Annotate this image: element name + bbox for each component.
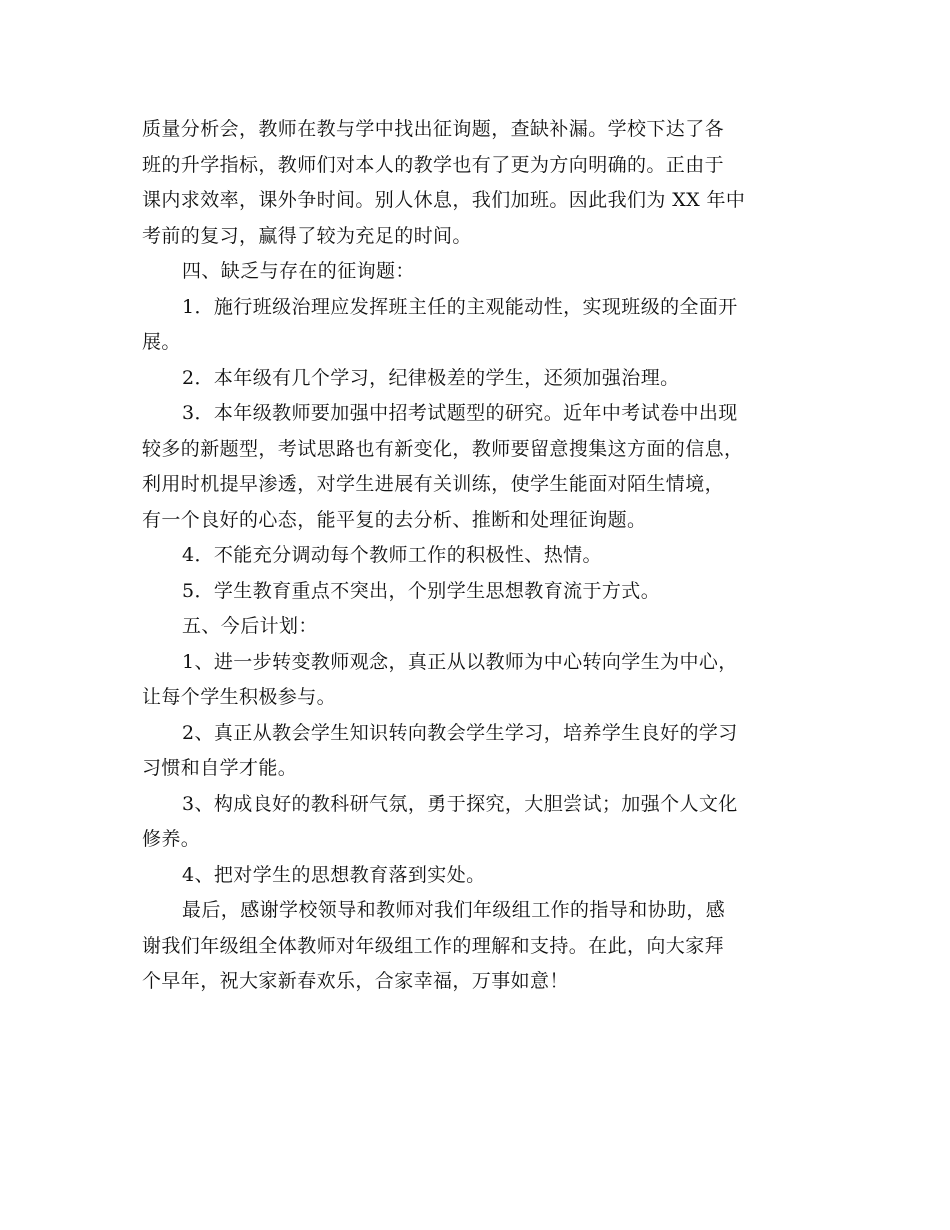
- text-line: 个早年，祝大家新春欢乐，合家幸福，万事如意！: [142, 970, 569, 992]
- text-line: 谢我们年级组全体教师对年级组工作的理解和支持。在此，向大家拜: [142, 934, 725, 957]
- text-line: 习惯和自学才能。: [142, 757, 298, 779]
- text-line: 质量分析会，教师在教与学中找出征询题，查缺补漏。学校下达了各: [142, 118, 725, 140]
- text-line: 修养。: [142, 828, 201, 850]
- text-line: 四、缺乏与存在的征询题：: [182, 260, 415, 282]
- text-line: 课内求效率，课外争时间。别人休息，我们加班。因此我们为 XX 年中: [142, 189, 746, 211]
- text-line: 较多的新题型，考试思路也有新变化，教师要留意搜集这方面的信息，: [142, 437, 744, 460]
- text-line: 有一个良好的心态，能平复的去分析、推断和处理征询题。: [142, 508, 647, 531]
- text-line: 利用时机提早渗透，对学生进展有关训练，使学生能面对陌生情境，: [142, 473, 725, 495]
- text-line: 2．本年级有几个学习，纪律极差的学生，还须加强治理。: [182, 366, 680, 389]
- text-line: 3、构成良好的教科研气氛，勇于探究，大胆尝试；加强个人文化: [182, 792, 738, 815]
- text-line: 让每个学生积极参与。: [142, 686, 337, 708]
- text-line: 考前的复习，赢得了较为充足的时间。: [142, 224, 472, 247]
- text-line: 5．学生教育重点不突出，个别学生思想教育流于方式。: [182, 579, 661, 602]
- text-line: 4、把对学生的思想教育落到实处。: [182, 863, 486, 886]
- document-body: [142, 112, 832, 1000]
- text-line: 五、今后计划：: [182, 615, 318, 637]
- text-line: 3．本年级教师要加强中招考试题型的研究。近年中考试卷中出现: [182, 402, 738, 424]
- text-line: 班的升学指标，教师们对本人的教学也有了更为方向明确的。正由于: [142, 153, 725, 176]
- text-line: 展。: [142, 331, 181, 353]
- text-line: 1、进一步转变教师观念，真正从以教师为中心转向学生为中心，: [182, 650, 738, 673]
- text-line: 1．施行班级治理应发挥班主任的主观能动性，实现班级的全面开: [182, 295, 738, 318]
- text-line: 4．不能充分调动每个教师工作的积极性、热情。: [182, 544, 602, 566]
- text-line: 最后，感谢学校领导和教师对我们年级组工作的指导和协助，感: [182, 899, 726, 921]
- text-line: 2、真正从教会学生知识转向教会学生学习，培养学生良好的学习: [182, 721, 738, 744]
